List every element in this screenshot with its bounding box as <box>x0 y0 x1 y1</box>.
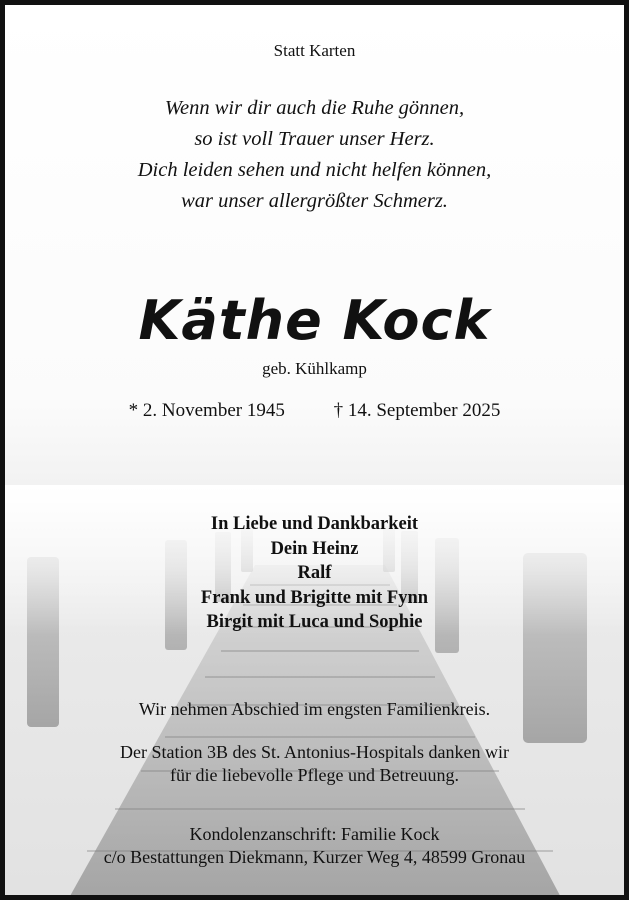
thanks-line: für die liebevolle Pflege und Betreuung. <box>170 765 459 785</box>
statt-karten-header: Statt Karten <box>273 41 356 60</box>
life-dates <box>5 400 624 422</box>
address-line: c/o Bestattungen Diekmann, Kurzer Weg 4, 48599 Gronau <box>103 847 526 867</box>
condolence-address <box>5 823 624 869</box>
poem-line: war unser allergrößter Schmerz. <box>181 190 448 212</box>
poem <box>5 93 624 217</box>
death-date: † 14. September 2025 <box>333 400 501 421</box>
mourner-line: Dein Heinz <box>270 538 359 559</box>
deceased-name: Käthe Kock <box>138 289 491 352</box>
farewell-notice: Wir nehmen Abschied im engsten Familienkreis. <box>138 699 491 719</box>
birth-name: geb. Kühlkamp <box>262 359 367 378</box>
mourner-line: Birgit mit Luca und Sophie <box>206 612 423 632</box>
poem-line: so ist voll Trauer unser Herz. <box>194 128 435 150</box>
mourner-line: Frank und Brigitte mit Fynn <box>200 587 429 608</box>
mourner-line: In Liebe und Dankbarkeit <box>210 514 419 534</box>
address-line: Kondolenzanschrift: Familie Kock <box>189 824 440 844</box>
thanks-note <box>5 741 624 787</box>
poem-line: Dich leiden sehen und nicht helfen können, <box>137 159 492 181</box>
poem-line: Wenn wir dir auch die Ruhe gönnen, <box>164 97 465 119</box>
birth-date: * 2. November 1945 <box>128 400 285 421</box>
mourners-list <box>5 512 624 635</box>
thanks-line: Der Station 3B des St. Antonius-Hospitals danken wir <box>120 742 509 762</box>
mourner-line: Ralf <box>297 563 332 583</box>
